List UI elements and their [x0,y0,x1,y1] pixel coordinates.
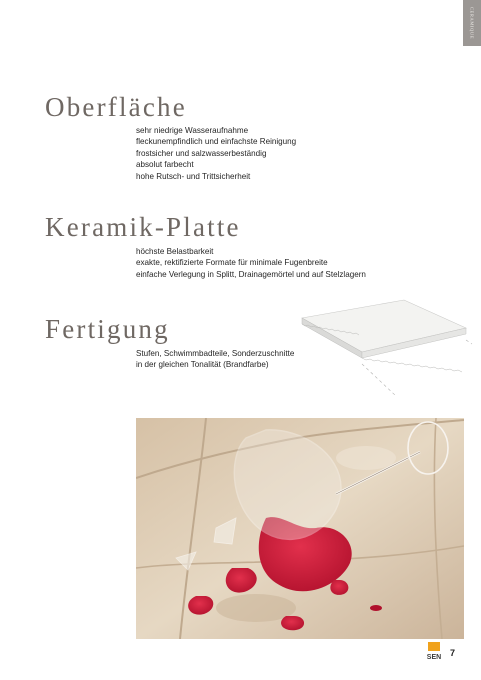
brand-logo [422,642,446,662]
brand-logo-text: SEN [426,654,442,661]
chapter-tab [463,0,481,46]
list-item: exakte, rektifizierte Formate für minimale Fugenbreite [136,258,328,268]
feature-list-keramik-platte [136,246,366,280]
list-item: frostsicher und salzwasserbeständig [136,148,267,158]
page-number: 7 [450,648,456,658]
list-item: in der gleichen Tonalität (Brandfarbe) [136,360,269,370]
ceramic-tile-illustration [296,294,474,402]
list-item: höchste Belastbarkeit [136,247,214,256]
list-item: hohe Rutsch- und Trittsicherheit [136,171,251,181]
list-item: einfache Verlegung in Splitt, Drainagemörtel und auf Stelzlagern [136,269,366,279]
heading-oberflaeche: Oberfläche [45,92,187,122]
heading-fertigung: Fertigung [45,314,170,344]
list-item: absolut farbecht [136,160,194,170]
chapter-tab-label: CERAMIQUE [469,6,475,40]
heading-keramik-platte: Keramik-Platte [45,212,241,242]
list-item: fleckunempfindlich und einfachste Reinigung [136,137,297,147]
spilled-wine-photo [136,418,464,639]
feature-list-oberflaeche [136,125,296,182]
list-item: sehr niedrige Wasseraufnahme [136,126,249,135]
list-item: Stufen, Schwimmbadteile, Sonderzuschnitte [136,349,295,358]
feature-list-fertigung [136,348,294,371]
